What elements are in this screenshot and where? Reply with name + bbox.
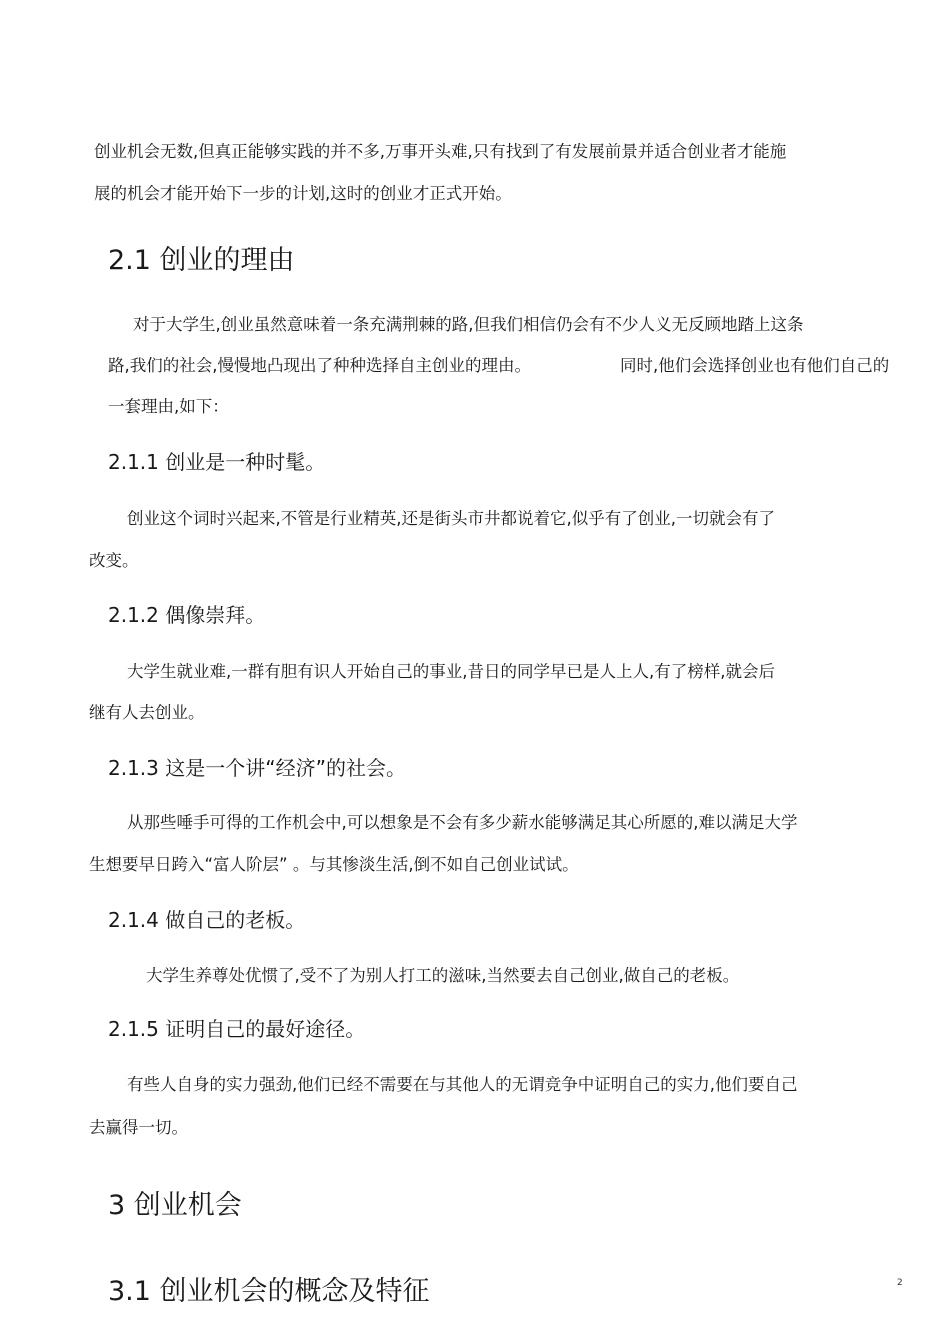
subsection-2-1-5-line-1: 有些人自身的实力强劲,他们已经不需要在与其他人的无谓竞争中证明自己的实力,他们要自己: [127, 1075, 798, 1094]
intro-line-1: 创业机会无数,但真正能够实践的并不多,万事开头难,只有找到了有发展前景并适合创业者才能施: [94, 142, 787, 161]
subsection-2-1-5-heading: 2.1.5 证明自己的最好途径。: [108, 1017, 366, 1041]
section-2-1-para-line-2a: 路,我们的社会,慢慢地凸现出了种种选择自主创业的理由。: [108, 356, 531, 375]
subsection-2-1-2-heading: 2.1.2 偶像崇拜。: [108, 603, 266, 627]
section-2-1-para-line-1: 对于大学生,创业虽然意味着一条充满荆棘的路,但我们相信仍会有不少人义无反顾地踏上这条: [133, 315, 804, 334]
section-2-1-para-line-2b: 同时,他们会选择创业也有他们自己的: [620, 356, 890, 375]
subsection-2-1-3-heading: 2.1.3 这是一个讲“经济”的社会。: [108, 756, 406, 780]
subsection-2-1-3-line-1: 从那些唾手可得的工作机会中,可以想象是不会有多少薪水能够满足其心所愿的,难以满足大学: [127, 813, 798, 832]
section-3-1-heading: 3.1 创业机会的概念及特征: [108, 1276, 430, 1307]
intro-line-2: 展的机会才能开始下一步的计划,这时的创业才正式开始。: [94, 184, 512, 203]
subsection-2-1-1-line-2: 改变。: [89, 551, 139, 570]
page-number: 2: [897, 1278, 903, 1288]
subsection-2-1-1-line-1: 创业这个词时兴起来,不管是行业精英,还是街头市井都说着它,似乎有了创业,一切就会有了: [127, 509, 775, 528]
subsection-2-1-5-line-2: 去赢得一切。: [89, 1118, 188, 1137]
subsection-2-1-3-line-2: 生想要早日跨入“富人阶层” 。与其惨淡生活,倒不如自己创业试试。: [89, 855, 579, 874]
subsection-2-1-2-line-2: 继有人去创业。: [89, 703, 205, 722]
chapter-3-heading: 3 创业机会: [108, 1190, 242, 1221]
subsection-2-1-4-heading: 2.1.4 做自己的老板。: [108, 908, 306, 932]
section-2-1-heading: 2.1 创业的理由: [108, 245, 295, 276]
subsection-2-1-1-heading: 2.1.1 创业是一种时髦。: [108, 450, 326, 474]
subsection-2-1-2-line-1: 大学生就业难,一群有胆有识人开始自己的事业,昔日的同学早已是人上人,有了榜样,就会后: [127, 662, 775, 681]
subsection-2-1-4-line-1: 大学生养尊处优惯了,受不了为别人打工的滋味,当然要去自己创业,做自己的老板。: [146, 966, 740, 985]
section-2-1-para-line-3: 一套理由,如下：: [108, 397, 229, 416]
